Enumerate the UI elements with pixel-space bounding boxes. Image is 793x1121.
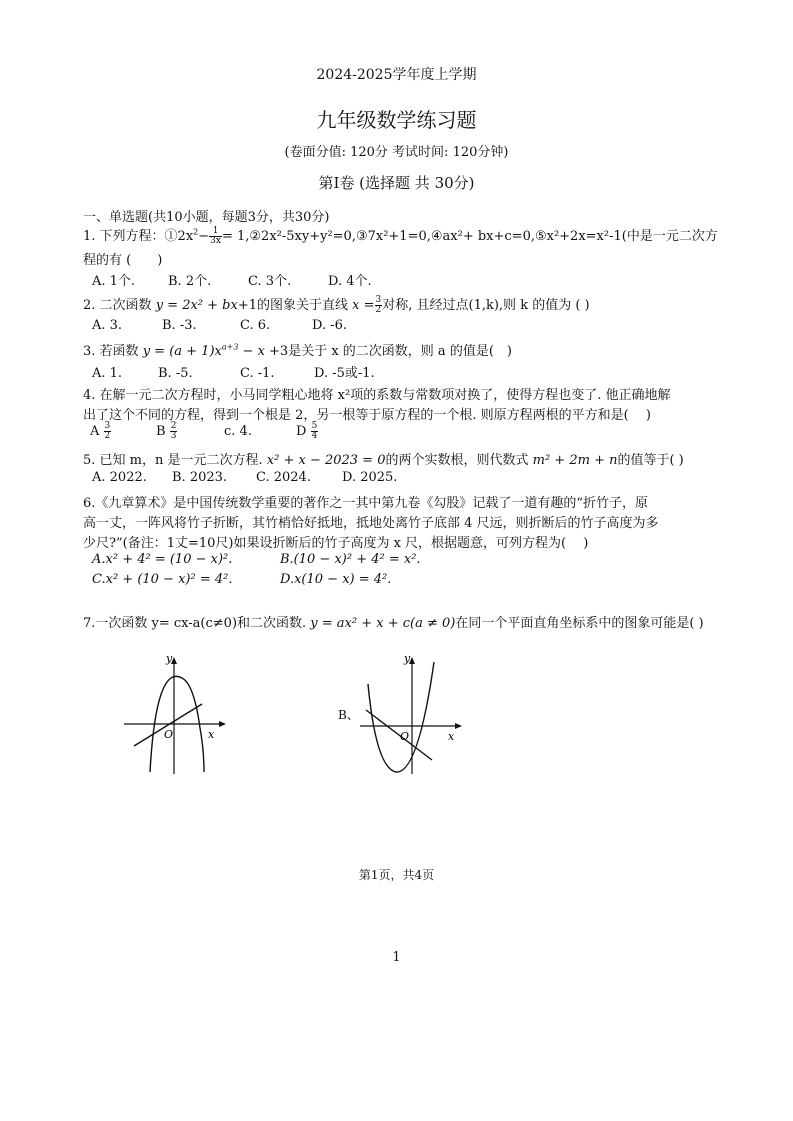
x-axis-arrow xyxy=(455,723,462,729)
question-4-line-1: 4. 在解一元二次方程时，小马同学粗心地将 x²项的系数与常数项对换了，使得方程也变了. 他正确地解 xyxy=(83,388,671,403)
page-title: 九年级数学练习题 xyxy=(316,108,477,132)
question-6-line-2: 高一丈，一阵风将竹子折断，其竹梢恰好抵地，抵地处离竹子底部 4 尺远，则折断后的竹子高度为多 xyxy=(83,516,659,531)
question-1-line-1: 1. 下列方程：$①2x^2-$ $\frac{1}{3x}$ = 1,②2x²-5xy+y²=0,③7x²+1=0,④ax²+ bx+c=0,⑤x²+2x=x²-1(中是一元二次方 xyxy=(83,226,718,246)
school-year: 2024-2025学年度上学期 xyxy=(316,67,477,83)
option-a: A $\frac{3}{2}$ xyxy=(90,421,111,441)
graph-option-b xyxy=(356,650,468,778)
option-d: D $\frac{5}{4}$ xyxy=(296,421,318,441)
question-6-options-row-2 xyxy=(92,572,391,587)
option-a: A.x² + 4² = (10 − x)². xyxy=(92,552,233,567)
question-5-line: 5. 已知 m，n 是一元二次方程. x² + x − 2023 = 0的两个实数根，则代数式 m² + 2m + n的值等于( ) xyxy=(83,453,684,468)
page-number: 1 xyxy=(392,950,401,965)
option-d: D. -5或-1. xyxy=(314,366,375,381)
x-axis-label: x xyxy=(448,730,455,743)
option-b: B. 2023. xyxy=(172,470,228,485)
option-c: C. 2024. xyxy=(256,470,311,485)
option-c: c. 4. xyxy=(224,424,252,439)
section-heading: 一、单选题(共10小题，每题3分，共30分) xyxy=(83,210,330,225)
parabola xyxy=(368,662,434,772)
question-2-line: 2. 二次函数 y = 2x² + bx+1的图象关于直线 x = $\frac{3}{2}$ 对称, 且经过点(1,k),则 k 的值为 ( ) xyxy=(83,295,590,315)
question-3-options xyxy=(92,362,375,381)
y-axis-label: y xyxy=(166,652,173,665)
y-axis-label: y xyxy=(404,652,411,665)
graph-option-a xyxy=(120,650,230,778)
origin-label: O xyxy=(400,730,410,743)
fraction: $\frac{3}{2}$ xyxy=(375,295,382,315)
option-c: C.x² + (10 − x)² = 4². xyxy=(92,572,233,587)
fraction: $\frac{1}{3x}$ xyxy=(210,226,221,246)
question-6-line-1: 6.《九章算术》是中国传统数学重要的著作之一其中第九卷《勾股》记载了一道有趣的“折竹子，原 xyxy=(83,496,649,511)
option-b: B. 2个. xyxy=(168,274,212,289)
question-1-options xyxy=(92,270,372,289)
option-c: C. 3个. xyxy=(248,274,292,289)
option-b: B. -3. xyxy=(162,318,197,333)
option-d: D.x(10 − x) = 4². xyxy=(280,572,392,587)
question-1-line-2: 程的有 ( ) xyxy=(83,253,163,268)
page-subtitle: (卷面分值: 120分 考试时间: 120分钟) xyxy=(284,145,509,160)
question-7-line: 7.一次函数 y= cx-a(c≠0)和二次函数. y = ax² + x + c(a ≠ 0)在同一个平面直角坐标系中的图象可能是( ) xyxy=(83,616,704,631)
option-d: D. 4个. xyxy=(328,274,372,289)
graph-b-label: B、 xyxy=(338,708,359,722)
option-a: A. 2022. xyxy=(92,470,147,485)
option-b: B.(10 − x)² + 4² = x². xyxy=(280,552,421,567)
option-c: C. 6. xyxy=(240,318,271,333)
option-d: D. 2025. xyxy=(342,470,398,485)
part-title: 第Ⅰ卷 (选择题 共 30分) xyxy=(318,174,475,192)
option-c: C. -1. xyxy=(240,366,275,381)
x-axis-arrow xyxy=(219,721,226,727)
question-3-line: 3. 若函数 $y = (a + 1)x^{a+3} - x +3$是关于 x 的二次函数，则 a 的值是( ) xyxy=(83,342,512,359)
option-a: A. 1. xyxy=(92,366,123,381)
option-a: A. 3. xyxy=(92,318,123,333)
question-4-options xyxy=(90,422,318,441)
question-5-options xyxy=(92,470,397,485)
option-a: A. 1个. xyxy=(92,274,136,289)
question-4-line-2: 出了这个不同的方程，得到一个根是 2，另一根等于原方程的一个根. 则原方程两根的平方和是( ) xyxy=(83,408,651,423)
question-6-options-row-1 xyxy=(92,552,421,567)
origin-label: O xyxy=(164,728,174,741)
page-info: 第1页，共4页 xyxy=(358,868,435,882)
question-6-line-3: 少尺?”(备注：1丈=10尺)如果设折断后的竹子高度为 x 尺，根据题意，可列方程为( ) xyxy=(83,536,589,551)
x-axis-label: x xyxy=(208,728,215,741)
question-2-options xyxy=(92,318,347,333)
option-b: B. -5. xyxy=(158,366,193,381)
option-b: B $\frac{2}{3}$ xyxy=(156,421,177,441)
option-d: D. -6. xyxy=(312,318,348,333)
